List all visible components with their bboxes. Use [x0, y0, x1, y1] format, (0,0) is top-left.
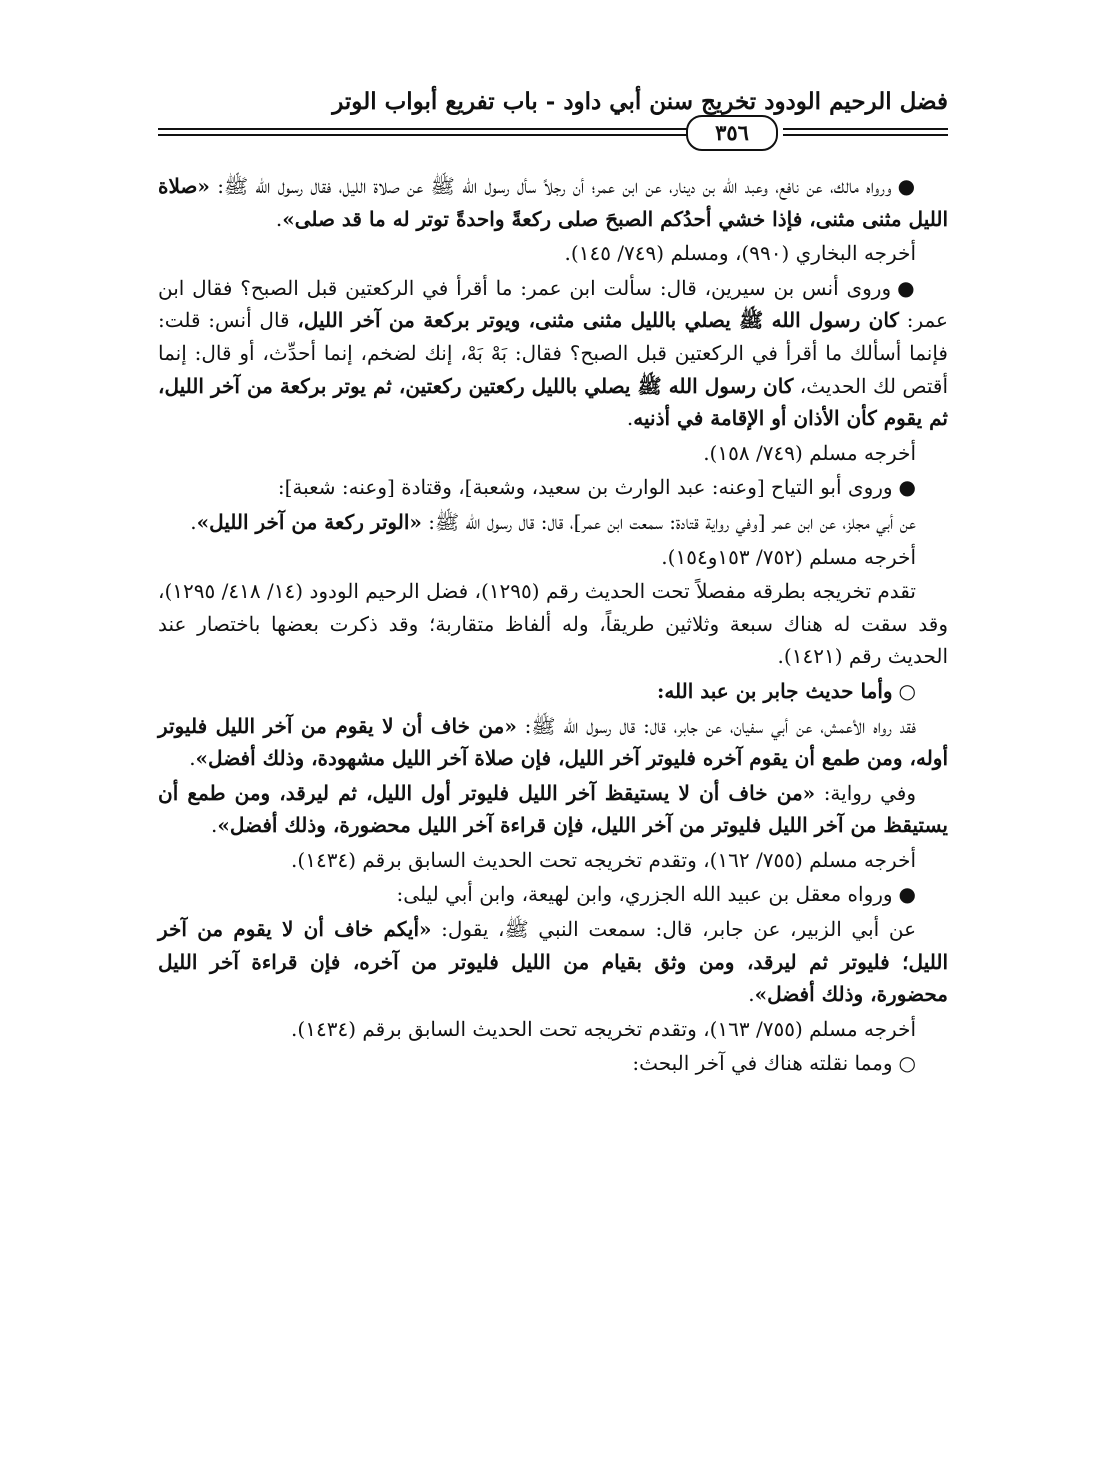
- running-title: فضل الرحيم الودود تخريج سنن أبي داود - باب تفريع أبواب الوتر: [332, 88, 948, 115]
- text-segment: أخرجه مسلم (٧٥٢/ ١٥٣و١٥٤).: [661, 544, 916, 569]
- text-segment: عن أبي الزبير، عن جابر، قال: سمعت النبي ﷺ، يقول:: [431, 917, 917, 942]
- text-segment: .: [189, 746, 196, 771]
- hadith-text: وأما حديث جابر بن عبد الله:: [656, 678, 893, 703]
- circle-icon: ○: [898, 678, 916, 703]
- page-header: [158, 88, 948, 152]
- paragraph: [158, 1013, 948, 1046]
- text-segment: قال أنس: قلت: فإنما أسألك ما أقرأ في الركعتين قبل الصبح؟ فقال: بَهْ بَهْ، إنك لضخم، إنما أحدِّث، أو قال: إنما أقتص لك الحديث،: [158, 308, 948, 398]
- text-segment: وفي رواية:: [815, 780, 916, 805]
- paragraph: [158, 541, 948, 574]
- paragraph: [158, 272, 948, 435]
- paragraph: [158, 1047, 948, 1080]
- header-rule: [783, 128, 948, 130]
- hadith-text: «الوتر ركعة من آخر الليل»: [196, 509, 422, 534]
- hadith-text: «من خاف أن لا يقوم من آخر الليل فليوتر أوله، ومن طمع أن يقوم آخره فليوتر آخر الليل، فإن صلاة آخر الليل مشهودة، وذلك أفضل»: [158, 713, 948, 771]
- text-segment: فقد رواه الأعمش، عن أبي سفيان، عن جابر، قال: قال رسول الله ﷺ:: [516, 713, 916, 738]
- paragraph: [158, 575, 948, 673]
- text-segment: أخرجه مسلم (٧٥٥/ ١٦٢)، وتقدم تخريجه تحت الحديث السابق برقم (١٤٣٤).: [291, 847, 916, 872]
- header-rule: [783, 134, 948, 136]
- hadith-text: «صلاة الليل مثنى مثنى، فإذا خشي أحدُكم الصبحَ صلى ركعةً واحدةً توتر له ما قد صلى»: [158, 174, 948, 231]
- hadith-text: كان رسول الله ﷺ يصلي بالليل مثنى مثنى، ويوتر بركعة من آخر الليل،: [297, 308, 899, 333]
- paragraph: [158, 675, 948, 708]
- paragraph: [158, 844, 948, 877]
- paragraph: [158, 506, 948, 539]
- circle-icon: ○: [898, 1051, 916, 1076]
- text-segment: عن أبي مجلز، عن ابن عمر [وفي رواية قتادة: سمعت ابن عمر]، قال: قال رسول الله ﷺ:: [421, 509, 916, 534]
- paragraph: [158, 471, 948, 504]
- text-segment: .: [190, 509, 197, 534]
- hadith-text: «أيكم خاف أن لا يقوم من آخر الليل؛ فليوتر ثم ليرقد، ومن وثق بقيام من الليل فليوتر من آخره، فإن قراءة آخر الليل محضورة، وذلك أفضل»: [158, 917, 948, 1007]
- header-rule: [158, 128, 738, 130]
- text-segment: أخرجه مسلم (٧٤٩/ ١٥٨).: [703, 440, 916, 465]
- text-segment: تقدم تخريجه بطرقه مفصلاً تحت الحديث رقم (١٢٩٥)، فضل الرحيم الودود (١٤/ ٤١٨/ ١٢٩٥)، وقد سقت له هناك سبعة وثلاثين طريقاً، وله ألفاظ متقاربة؛ وقد ذكرت بعضها باختصار عند الحديث رقم (١٤٢١).: [158, 579, 949, 669]
- paragraph: [158, 437, 948, 470]
- text-segment: أخرجه مسلم (٧٥٥/ ١٦٣)، وتقدم تخريجه تحت الحديث السابق برقم (١٤٣٤).: [291, 1016, 916, 1041]
- text-segment: .: [748, 982, 755, 1007]
- hadith-text: «من خاف أن لا يستيقظ آخر الليل فليوتر أول الليل، ثم ليرقد، ومن طمع أن يستيقظ من آخر الليل فليوتر من آخر الليل، فإن قراءة آخر الليل محضورة، وذلك أفضل»: [158, 780, 948, 838]
- bullet-icon: ●: [897, 174, 917, 198]
- page-number: ٣٥٦: [686, 115, 778, 151]
- paragraph: [158, 237, 948, 270]
- text-segment: وروى أبو التياح [وعنه: عبد الوارث بن سعيد، وشعبة]، وقتادة [وعنه: شعبة]:: [277, 475, 893, 500]
- text-segment: ومما نقلته هناك في آخر البحث:: [632, 1051, 893, 1076]
- text-segment: .: [626, 406, 634, 431]
- paragraph: [158, 170, 948, 235]
- text-segment: وروى أنس بن سيرين، قال: سألت ابن عمر: ما أقرأ في الركعتين قبل الصبح؟ فقال ابن عمر:: [158, 275, 948, 333]
- paragraph: [158, 710, 948, 775]
- text-segment: ورواه معقل بن عبيد الله الجزري، وابن لهيعة، وابن أبي ليلى:: [396, 882, 893, 907]
- text-segment: .: [210, 813, 218, 838]
- text-segment: ورواه مالك، عن نافع، وعبد الله بن دينار، عن ابن عمر؛ أن رجلاً سأل رسول الله ﷺ عن صلاة الليل، فقال رسول الله ﷺ:: [209, 174, 892, 198]
- paragraph: [158, 913, 948, 1011]
- bullet-icon: ●: [898, 882, 916, 907]
- hadith-text: كان رسول الله ﷺ يصلي بالليل ركعتين ركعتين، ثم يوتر بركعة من آخر الليل، ثم يقوم كأن الأذان أو الإقامة في أذنيه: [158, 373, 948, 431]
- text-segment: أخرجه البخاري (٩٩٠)، ومسلم (٧٤٩/ ١٤٥).: [564, 241, 916, 266]
- paragraph: [158, 878, 948, 911]
- paragraph: [158, 777, 948, 842]
- page-body: [158, 170, 948, 1082]
- bullet-icon: ●: [897, 275, 917, 300]
- header-rule: [158, 134, 738, 136]
- bullet-icon: ●: [898, 475, 916, 500]
- text-segment: .: [275, 206, 283, 231]
